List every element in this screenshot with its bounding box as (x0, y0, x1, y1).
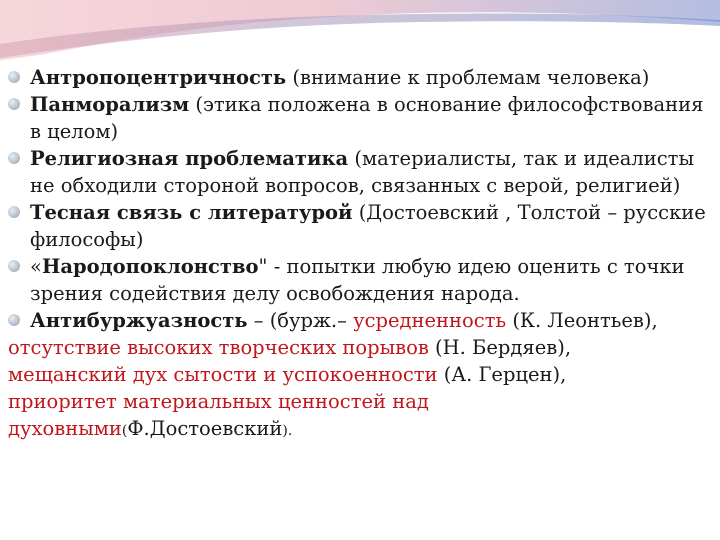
continuation-block (8, 334, 708, 445)
description: (материалисты, так и идеалисты не обходили стороной вопросов, связанных с верой, религией) (30, 147, 694, 197)
text-segment: – (бурж.– (247, 309, 354, 332)
bullet-icon (8, 98, 20, 110)
bullet-icon (8, 206, 20, 218)
bullet-icon (8, 71, 20, 83)
highlight-text: отсутствие высоких творческих порывов (8, 336, 429, 359)
term: Религиозная проблематика (30, 147, 349, 170)
highlight-text: мещанский дух сытости и успокоенности (8, 363, 438, 386)
bullet-icon (8, 314, 20, 326)
list-item (8, 253, 708, 307)
bullet-icon (8, 260, 20, 272)
description: (внимание к проблемам человека) (286, 66, 650, 89)
description: (Достоевский , Толстой – русские философы) (30, 201, 706, 251)
list-item (8, 64, 708, 91)
open-quote: « (30, 255, 42, 278)
term: Панморализм (30, 93, 190, 116)
description: (этика положена в основание философствования в целом) (30, 93, 704, 143)
paren: ( (121, 423, 128, 439)
bullet-icon (8, 152, 20, 164)
author: Ф.Достоевский (127, 417, 283, 440)
text-segment: (К. Леонтьев), (506, 309, 658, 332)
term: Народопоклонство (41, 255, 259, 278)
highlight-text: приоритет материальных ценностей над духовными (8, 390, 429, 440)
text-segment: (А. Герцен), (437, 363, 567, 386)
list-item (8, 145, 708, 199)
paren: ). (282, 423, 293, 439)
list-item (8, 199, 708, 253)
term: Антропоцентричность (30, 66, 287, 89)
term: Антибуржуазность (30, 309, 248, 332)
slide-text (8, 64, 708, 445)
list-item (8, 307, 708, 334)
highlight-text: усредненность (353, 309, 507, 332)
description: " - попытки любую идею оценить с точки зрения содействия делу освобождения народа. (30, 255, 685, 305)
text-segment: (Н. Бердяев), (428, 336, 572, 359)
list-item (8, 91, 708, 145)
term: Тесная связь с литературой (30, 201, 353, 224)
